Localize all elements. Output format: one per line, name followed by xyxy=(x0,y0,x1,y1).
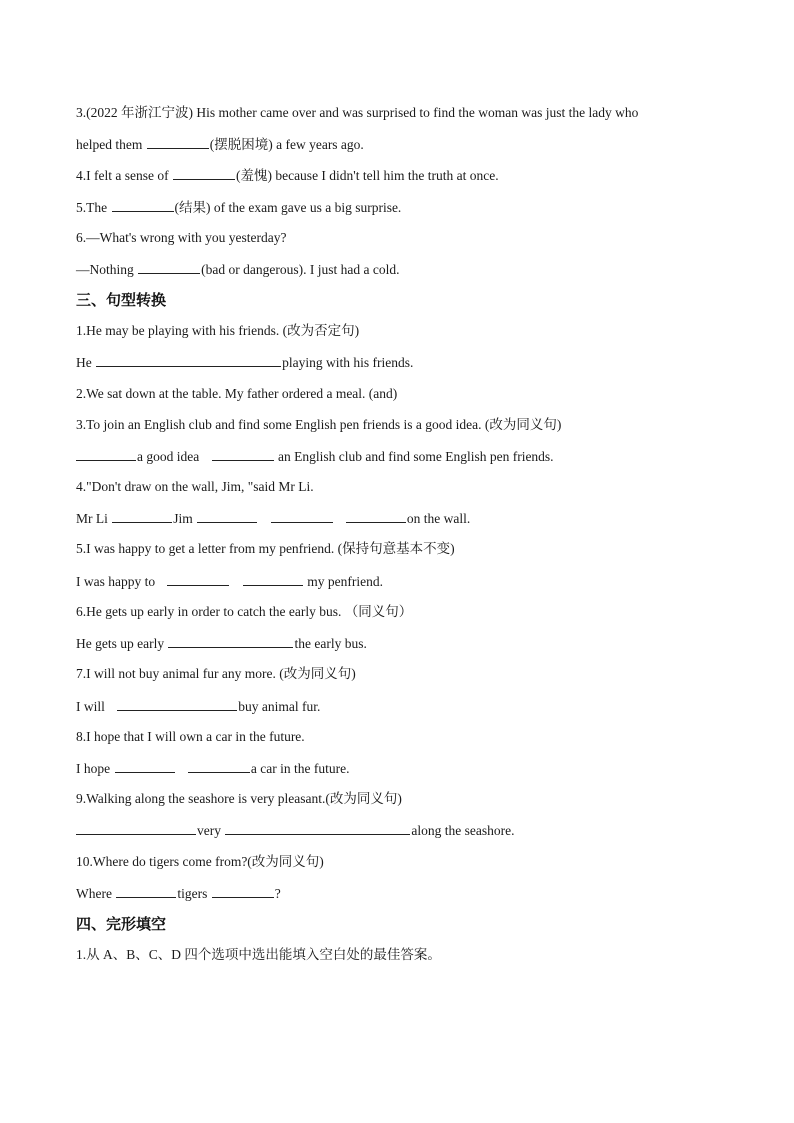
transform-q5 xyxy=(76,540,754,558)
answer-prefix: I will xyxy=(76,699,105,714)
question-3-line-2 xyxy=(76,135,754,154)
transform-q10-answer xyxy=(76,884,754,903)
answer-blank[interactable] xyxy=(112,198,174,212)
cloze-instruction xyxy=(76,946,754,964)
section-4-heading: 四、完形填空 xyxy=(76,915,167,933)
answer-blank[interactable] xyxy=(76,821,196,835)
transform-q9-answer xyxy=(76,821,754,840)
answer-blank[interactable] xyxy=(225,821,410,835)
answer-blank[interactable] xyxy=(271,509,333,523)
answer-suffix: ? xyxy=(274,886,281,901)
transform-q8 xyxy=(76,728,754,746)
answer-blank[interactable] xyxy=(243,572,303,586)
answer-blank[interactable] xyxy=(167,572,229,586)
answer-blank[interactable] xyxy=(188,759,250,773)
transform-q6 xyxy=(76,603,754,621)
question-6-suffix: (bad or dangerous). I just had a cold. xyxy=(201,262,400,277)
answer-suffix: along the seashore. xyxy=(411,823,515,838)
answer-blank[interactable] xyxy=(346,509,406,523)
transform-q4-text: 4."Don't draw on the wall, Jim, "said Mr Li. xyxy=(76,479,314,494)
answer-prefix: Mr Li xyxy=(76,511,108,526)
answer-suffix: on the wall. xyxy=(406,511,471,526)
answer-blank[interactable] xyxy=(197,509,257,523)
answer-blank[interactable] xyxy=(115,759,175,773)
answer-blank[interactable] xyxy=(117,697,237,711)
transform-q6-answer xyxy=(76,634,754,653)
answer-mid: tigers xyxy=(177,886,208,901)
answer-blank[interactable] xyxy=(147,135,209,149)
transform-q4-answer xyxy=(76,509,754,528)
transform-q8-text: 8.I hope that I will own a car in the future. xyxy=(76,729,305,744)
answer-prefix: He xyxy=(76,355,92,370)
question-3-text: 3.(2022 年浙江宁波) His mother came over and was surprised to find the woman was just the lady who xyxy=(76,105,639,120)
transform-q3 xyxy=(76,416,754,434)
transform-q10 xyxy=(76,853,754,871)
transform-q6-text: 6.He gets up early in order to catch the early bus. （同义句） xyxy=(76,604,413,619)
transform-q2-text: 2.We sat down at the table. My father ordered a meal. (and) xyxy=(76,386,398,401)
question-3-suffix: (摆脱困境) a few years ago. xyxy=(209,137,364,152)
question-3-line-1 xyxy=(76,104,754,122)
answer-suffix: the early bus. xyxy=(294,636,367,651)
transform-q4 xyxy=(76,478,754,496)
answer-prefix: He gets up early xyxy=(76,636,165,651)
transform-q3-text: 3.To join an English club and find some English pen friends is a good idea. (改为同义句) xyxy=(76,417,562,432)
question-4-line xyxy=(76,166,754,185)
transform-q7-answer xyxy=(76,697,754,716)
transform-q7 xyxy=(76,665,754,683)
answer-suffix: buy animal fur. xyxy=(238,699,321,714)
transform-q8-answer xyxy=(76,759,754,778)
answer-blank[interactable] xyxy=(76,447,136,461)
answer-suffix: my penfriend. xyxy=(307,574,383,589)
cloze-instruction-text: 1.从 A、B、C、D 四个选项中选出能填入空白处的最佳答案。 xyxy=(76,947,441,962)
question-6-text: 6.—What's wrong with you yesterday? xyxy=(76,230,287,245)
answer-blank[interactable] xyxy=(138,260,200,274)
answer-prefix: I was happy to xyxy=(76,574,156,589)
answer-prefix: Where xyxy=(76,886,112,901)
answer-suffix: playing with his friends. xyxy=(282,355,414,370)
question-6-prefix: —Nothing xyxy=(76,262,134,277)
question-6-line-1 xyxy=(76,229,754,247)
question-3-prefix: helped them xyxy=(76,137,143,152)
answer-mid: a good idea xyxy=(137,449,200,464)
transform-q7-text: 7.I will not buy animal fur any more. (改为同义句) xyxy=(76,666,356,681)
transform-q5-answer xyxy=(76,572,754,591)
answer-blank[interactable] xyxy=(168,634,293,648)
transform-q3-answer xyxy=(76,447,754,466)
answer-mid: Jim xyxy=(173,511,193,526)
answer-suffix: an English club and find some English pen friends. xyxy=(277,449,554,464)
transform-q9-text: 9.Walking along the seashore is very pleasant.(改为同义句) xyxy=(76,791,402,806)
question-5-suffix: (结果) of the exam gave us a big surprise. xyxy=(174,200,402,215)
answer-blank[interactable] xyxy=(112,509,172,523)
question-4-prefix: 4.I felt a sense of xyxy=(76,168,169,183)
answer-blank[interactable] xyxy=(96,353,281,367)
answer-mid: very xyxy=(197,823,221,838)
question-6-line-2 xyxy=(76,260,754,279)
answer-blank[interactable] xyxy=(173,166,235,180)
transform-q9 xyxy=(76,790,754,808)
transform-q1 xyxy=(76,322,754,340)
section-3-heading: 三、句型转换 xyxy=(76,291,167,309)
transform-q1-text: 1.He may be playing with his friends. (改为否定句) xyxy=(76,323,360,338)
question-5-line xyxy=(76,198,754,217)
transform-q1-answer xyxy=(76,353,754,372)
answer-prefix: I hope xyxy=(76,761,111,776)
transform-q2 xyxy=(76,385,754,403)
answer-blank[interactable] xyxy=(212,884,274,898)
answer-suffix: a car in the future. xyxy=(250,761,350,776)
question-4-suffix: (羞愧) because I didn't tell him the truth at once. xyxy=(235,168,499,183)
answer-blank[interactable] xyxy=(116,884,176,898)
transform-q5-text: 5.I was happy to get a letter from my penfriend. (保持句意基本不变) xyxy=(76,541,455,556)
answer-blank[interactable] xyxy=(212,447,274,461)
transform-q10-text: 10.Where do tigers come from?(改为同义句) xyxy=(76,854,324,869)
question-5-prefix: 5.The xyxy=(76,200,108,215)
